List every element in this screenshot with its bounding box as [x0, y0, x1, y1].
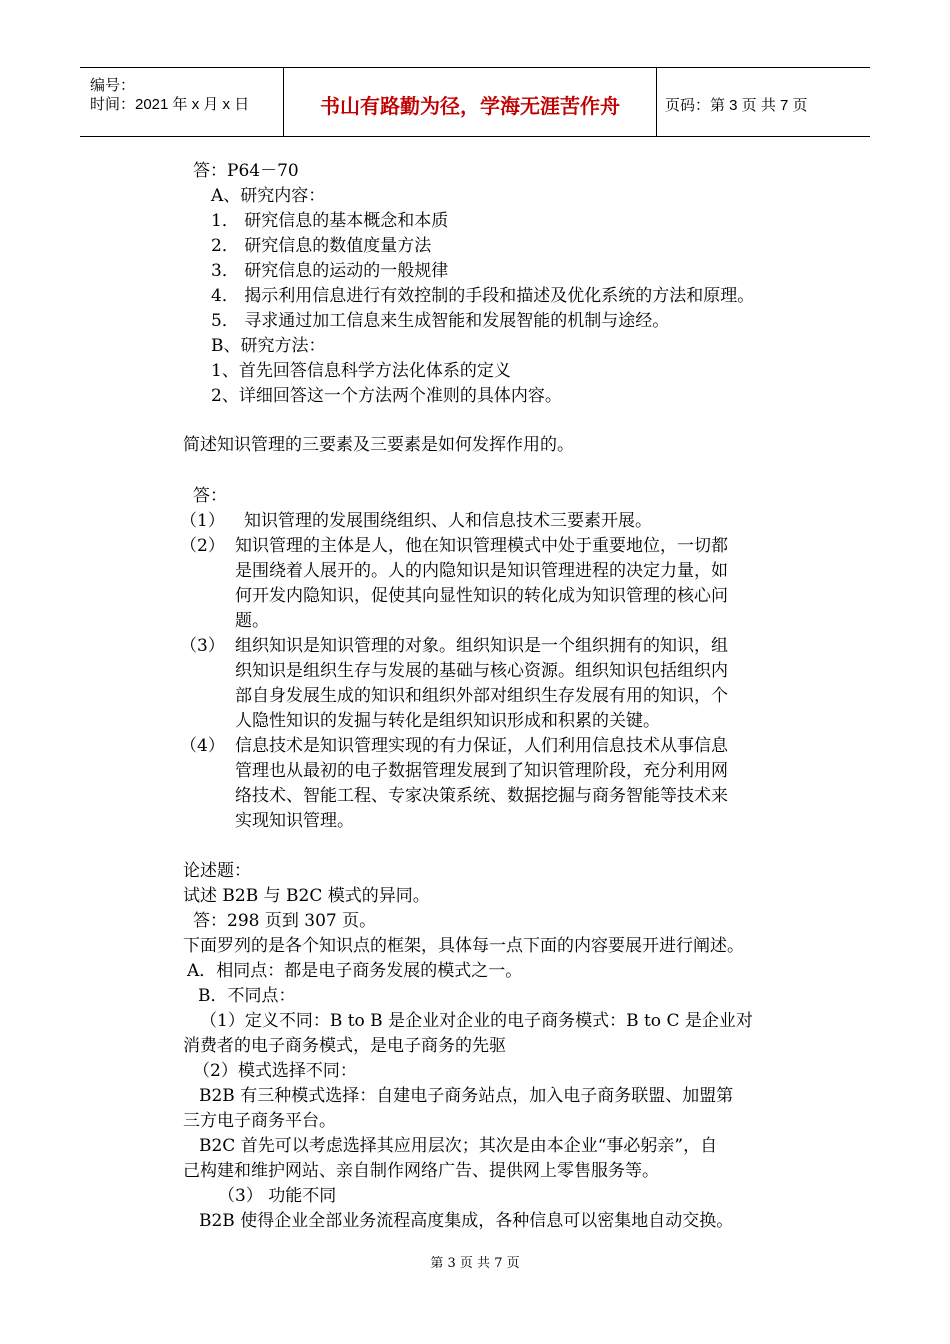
- section-heading: 论述题：: [183, 861, 251, 881]
- paragraph-line: B2B 有三种模式选择：自建电子商务站点，加入电子商务联盟、加盟第: [199, 1086, 734, 1106]
- paragraph-line: （1）定义不同：B to B 是企业对企业的电子商务模式：B to C 是企业对: [200, 1011, 753, 1031]
- item-text: 络技术、智能工程、专家决策系统、数据挖掘与商务智能等技术来: [235, 786, 728, 806]
- paragraph-line: A．相同点：都是电子商务发展的模式之一。: [187, 961, 523, 981]
- list-item: 1． 研究信息的基本概念和本质: [211, 211, 449, 231]
- header-info-cell: [80, 68, 284, 136]
- paragraph-line: B2C 首先可以考虑选择其应用层次；其次是由本企业“事必躬亲”，自: [199, 1136, 718, 1156]
- number-label: 编号：: [90, 77, 136, 94]
- item-text: 管理也从最初的电子数据管理发展到了知识管理阶段，充分利用网: [235, 761, 728, 781]
- paragraph-line: B2B 使得企业全部业务流程高度集成，各种信息可以密集地自动交换。: [199, 1211, 734, 1231]
- subheading: B、研究方法：: [211, 336, 326, 356]
- item-text: 是围绕着人展开的。人的内隐知识是知识管理进程的决定力量，如: [235, 561, 728, 581]
- item-text: 信息技术是知识管理实现的有力保证，人们利用信息技术从事信息: [235, 736, 728, 756]
- motto: 书山有路勤为径，学海无涯苦作舟: [320, 94, 620, 118]
- page-label: 页码：第 3 页 共 7 页: [665, 97, 808, 114]
- answer-line: 答：298 页到 307 页。: [193, 911, 377, 931]
- page-header: [80, 67, 870, 137]
- answer-line: 答：P64－70: [193, 161, 299, 181]
- question-line: 试述 B2B 与 B2C 模式的异同。: [183, 886, 430, 906]
- paragraph-line: 己构建和维护网站、亲自制作网络广告、提供网上零售服务等。: [183, 1161, 659, 1181]
- header-motto-cell: [284, 68, 657, 136]
- paragraph-line: 三方电子商务平台。: [183, 1111, 336, 1131]
- paragraph-line: 消费者的电子商务模式，是电子商务的先驱: [183, 1036, 506, 1056]
- item-text: 组织知识是知识管理的对象。组织知识是一个组织拥有的知识，组: [235, 636, 728, 656]
- item-text: 织知识是组织生存与发展的基础与核心资源。组织知识包括组织内: [235, 661, 728, 681]
- paragraph-line: （3） 功能不同: [218, 1186, 337, 1206]
- item-text: 实现知识管理。: [235, 811, 354, 831]
- item-text: 部自身发展生成的知识和组织外部对组织生存发展有用的知识，个: [235, 686, 728, 706]
- list-item: 1、首先回答信息科学方法化体系的定义: [211, 361, 511, 381]
- paragraph-line: B．不同点：: [198, 986, 296, 1006]
- item-number: （4）: [180, 736, 225, 756]
- item-text: 人隐性知识的发掘与转化是组织知识形成和积累的关键。: [235, 711, 660, 731]
- paragraph-line: 下面罗列的是各个知识点的框架，具体每一点下面的内容要展开进行阐述。: [183, 936, 744, 956]
- item-number: （3）: [180, 636, 225, 656]
- item-number: （2）: [180, 536, 225, 556]
- list-item: 5． 寻求通过加工信息来生成智能和发展智能的机制与途经。: [211, 311, 670, 331]
- answer-line: 答：: [193, 486, 227, 506]
- list-item: 2． 研究信息的数值度量方法: [211, 236, 432, 256]
- item-number: （1）: [180, 511, 225, 531]
- item-text: 题。: [235, 611, 269, 631]
- question-line: 简述知识管理的三要素及三要素是如何发挥作用的。: [183, 435, 574, 455]
- paragraph-line: （2）模式选择不同：: [193, 1061, 357, 1081]
- item-text: 何开发内隐知识，促使其向显性知识的转化成为知识管理的核心问: [235, 586, 728, 606]
- item-text: 知识管理的主体是人，他在知识管理模式中处于重要地位，一切都: [235, 536, 728, 556]
- subheading: A、研究内容：: [211, 186, 326, 206]
- list-item: 4． 揭示利用信息进行有效控制的手段和描述及优化系统的方法和原理。: [211, 286, 755, 306]
- date-label: 时间：2021 年 x 月 x 日: [90, 96, 250, 113]
- page-footer: 第 3 页 共 7 页: [430, 1256, 520, 1271]
- header-page-cell: [657, 68, 870, 136]
- list-item: 3． 研究信息的运动的一般规律: [211, 261, 449, 281]
- item-text: 知识管理的发展围绕组织、人和信息技术三要素开展。: [244, 511, 652, 531]
- list-item: 2、详细回答这一个方法两个准则的具体内容。: [211, 386, 562, 406]
